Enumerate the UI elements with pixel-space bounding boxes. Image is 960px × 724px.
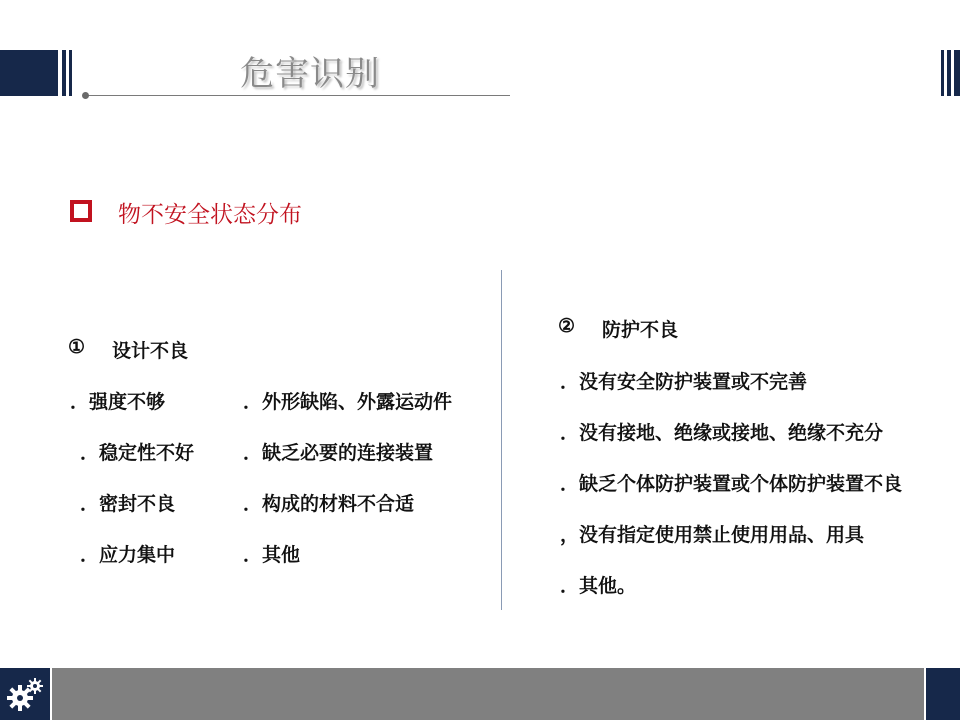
square-bullet-icon <box>70 200 92 222</box>
list-item: ．稳定性不好 <box>80 442 195 464</box>
right-heading: 防护不良 <box>602 319 679 341</box>
left-heading: 设计不良 <box>112 340 189 362</box>
header-right-stripe <box>947 50 951 96</box>
right-heading-marker: ② <box>558 315 576 337</box>
footer-right-block <box>926 668 960 720</box>
header-right-stripe <box>941 50 944 96</box>
footer-bar <box>52 668 924 720</box>
list-item: ，没有指定使用禁止使用用品、用具 <box>560 524 865 546</box>
list-item: ．应力集中 <box>80 544 176 566</box>
list-item: ．没有安全防护装置或不完善 <box>560 371 808 393</box>
list-item: ．缺乏必要的连接装置 <box>243 442 434 464</box>
header-left-stripe <box>62 50 66 96</box>
header-right-block <box>954 50 960 96</box>
list-item: ．强度不够 <box>70 391 166 413</box>
page-title: 危害识别 <box>240 54 380 94</box>
list-item: ．没有接地、绝缘或接地、绝缘不充分 <box>560 422 884 444</box>
list-item: ．外形缺陷、外露运动件 <box>243 391 453 413</box>
list-item: ．其他 <box>243 544 301 566</box>
column-divider <box>501 270 502 610</box>
header-left-stripe <box>69 50 72 96</box>
footer-icon-box <box>0 668 50 720</box>
list-item: ．密封不良 <box>80 493 176 515</box>
list-item: ．缺乏个体防护装置或个体防护装置不良 <box>560 473 903 495</box>
title-underline <box>86 95 510 96</box>
gears-icon <box>0 668 50 720</box>
left-heading-marker: ① <box>68 336 86 358</box>
list-item: ．构成的材料不合适 <box>243 493 415 515</box>
title-underline-dot <box>82 92 89 99</box>
list-item: ．其他。 <box>560 575 637 597</box>
header-left-block <box>0 50 58 96</box>
section-heading: 物不安全状态分布 <box>118 202 302 228</box>
